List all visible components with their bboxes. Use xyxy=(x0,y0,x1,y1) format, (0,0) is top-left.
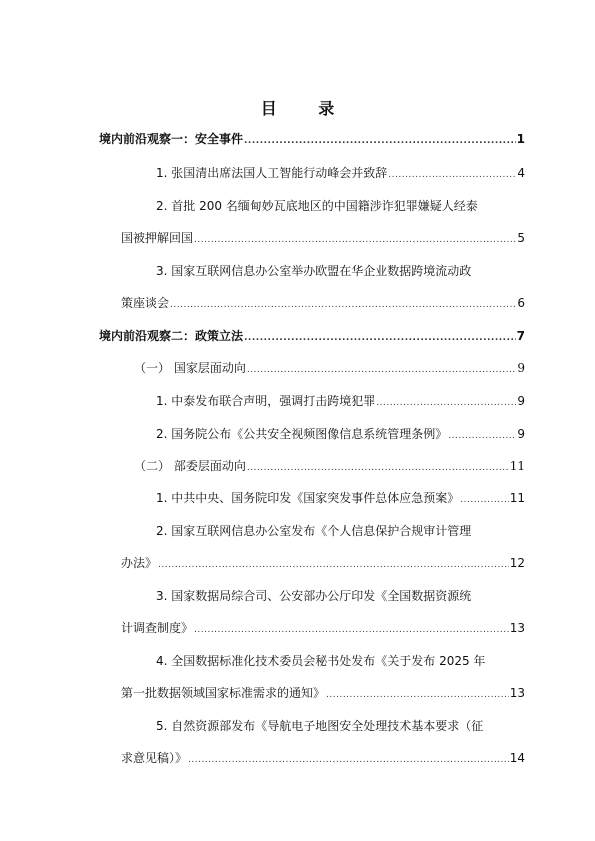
toc-leader xyxy=(376,393,516,413)
toc-page-number: 9 xyxy=(517,427,525,441)
toc-entry-text: 境内前沿观察一：安全事件 xyxy=(99,132,244,146)
toc-entry-text: 求意见稿）》 xyxy=(121,751,188,765)
toc-entry[interactable] xyxy=(121,748,525,768)
toc-leader xyxy=(460,490,508,510)
toc-leader xyxy=(326,685,509,705)
toc-page-number: 7 xyxy=(516,329,525,343)
toc-leader xyxy=(194,620,509,640)
toc-entry-text: （二） 部委层面动向 xyxy=(134,459,246,473)
toc-entry[interactable] xyxy=(121,228,525,248)
toc-entry[interactable] xyxy=(99,326,525,346)
toc-entry-text-line1[interactable]: 3. 国家数据局综合司、公安部办公厅印发《全国数据资源统 xyxy=(156,589,472,603)
toc-title: 目 录 xyxy=(260,99,353,118)
toc-page-number: 13 xyxy=(509,686,525,700)
toc-entry[interactable] xyxy=(99,129,525,149)
toc-leader xyxy=(188,750,509,770)
toc-entry-text: 策座谈会 xyxy=(121,296,170,310)
toc-page-number: 6 xyxy=(517,296,525,310)
toc-page-number: 14 xyxy=(509,751,525,765)
toc-entry-text: 2. 国务院公布《公共安全视频图像信息系统管理条例》 xyxy=(156,427,448,441)
toc-entry-text-line1[interactable]: 4. 全国数据标准化技术委员会秘书处发布《关于发布 2025 年 xyxy=(156,654,486,668)
toc-page-number: 1 xyxy=(516,132,525,146)
toc-page-number: 11 xyxy=(509,459,525,473)
toc-entry[interactable] xyxy=(134,456,525,476)
toc-leader xyxy=(158,555,509,575)
toc-leader xyxy=(244,328,516,348)
toc-entry[interactable] xyxy=(156,391,525,411)
toc-entry-text: 计调查制度》 xyxy=(121,621,194,635)
toc-entry-text: 1. 张国清出席法国人工智能行动峰会并致辞 xyxy=(156,166,388,180)
toc-entry-text: 办法》 xyxy=(121,556,158,570)
toc-entry[interactable] xyxy=(134,358,525,378)
toc-page-number: 13 xyxy=(509,621,525,635)
toc-leader xyxy=(388,165,516,185)
toc-entry-text: 1. 中共中央、国务院印发《国家突发事件总体应急预案》 xyxy=(156,491,460,505)
toc-entry-text: 第一批数据领域国家标准需求的通知》 xyxy=(121,686,326,700)
toc-page-number: 5 xyxy=(517,231,525,245)
toc-page-number: 11 xyxy=(509,491,525,505)
toc-entry[interactable] xyxy=(156,163,525,183)
toc-page-number: 9 xyxy=(517,394,525,408)
toc-entry[interactable] xyxy=(121,293,525,313)
toc-entry-text-line1[interactable]: 2. 国家互联网信息办公室发布《个人信息保护合规审计管理 xyxy=(156,524,472,538)
toc-entry-text-line1[interactable]: 3. 国家互联网信息办公室举办欧盟在华企业数据跨境流动政 xyxy=(156,264,472,278)
toc-leader xyxy=(194,230,516,250)
toc-leader xyxy=(247,458,509,478)
toc-leader xyxy=(170,295,516,315)
toc-entry[interactable] xyxy=(121,553,525,573)
toc-entry[interactable] xyxy=(156,424,525,444)
toc-entry-text: 国被押解回国 xyxy=(121,231,194,245)
toc-entry[interactable] xyxy=(121,683,525,703)
toc-leader xyxy=(244,131,516,151)
toc-entry[interactable] xyxy=(121,618,525,638)
toc-entry[interactable] xyxy=(156,488,525,508)
toc-entry-text: 境内前沿观察二：政策立法 xyxy=(99,329,244,343)
toc-page-number: 12 xyxy=(509,556,525,570)
toc-entry-text: 1. 中泰发布联合声明，强调打击跨境犯罪 xyxy=(156,394,376,408)
toc-entry-text-line1[interactable]: 5. 自然资源部发布《导航电子地图安全处理技术基本要求（征 xyxy=(156,719,484,733)
toc-page-number: 9 xyxy=(517,361,525,375)
toc-entry-text-line1[interactable]: 2. 首批 200 名缅甸妙瓦底地区的中国籍涉诈犯罪嫌疑人经泰 xyxy=(156,199,478,213)
toc-leader xyxy=(448,426,516,446)
toc-leader xyxy=(247,360,517,380)
toc-page-number: 4 xyxy=(517,166,525,180)
toc-entry-text: （一） 国家层面动向 xyxy=(134,361,246,375)
